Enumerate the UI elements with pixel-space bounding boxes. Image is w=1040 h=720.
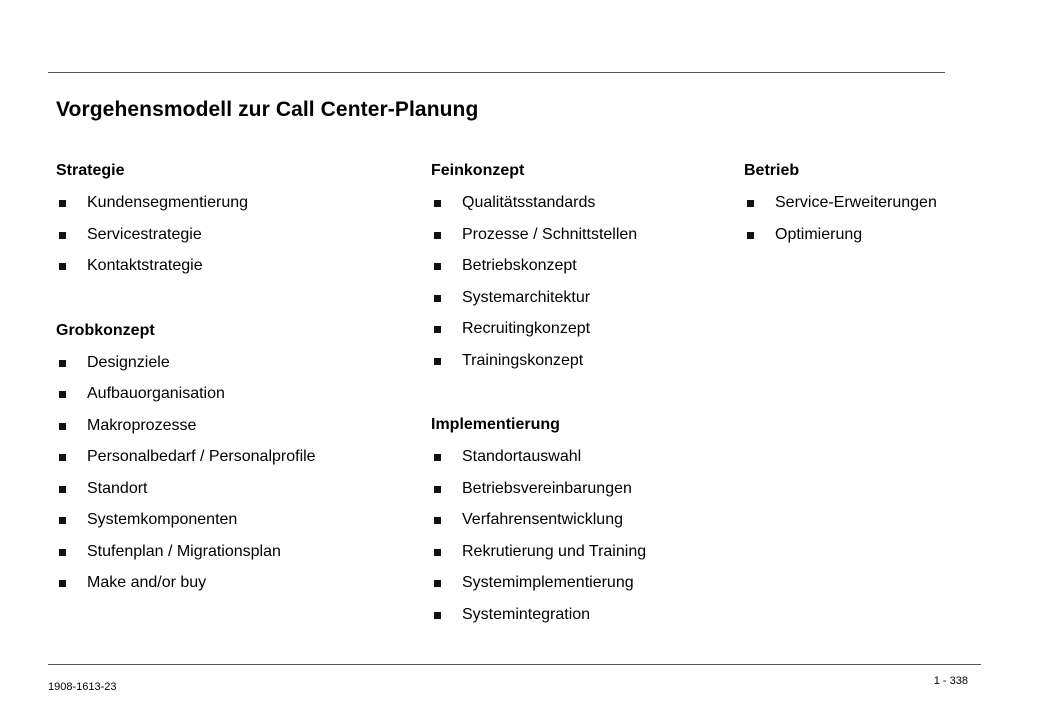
list-item-label: Systemintegration [462,605,591,623]
section-strategie [56,160,316,287]
list-item [56,446,316,478]
list-item [431,604,646,636]
square-bullet-icon [59,200,66,207]
list-item-label: Kontaktstrategie [87,257,203,274]
list-item [56,255,316,287]
list-item-label: Standort [87,479,148,497]
section-heading: Feinkonzept [431,162,525,179]
page-title: Vorgehensmodell zur Call Center-Planung [56,98,479,121]
square-bullet-icon [434,200,441,207]
section-heading: Strategie [56,162,125,179]
bullet-list [744,192,937,255]
list-item-label: Trainingskonzept [462,351,584,369]
list-item [431,287,646,319]
section-betrieb [744,160,937,255]
bullet-list [431,446,646,635]
square-bullet-icon [59,580,66,587]
list-item [56,541,316,573]
list-item-label: Rekrutierung und Training [462,542,647,560]
list-item-label: Stufenplan / Migrationsplan [87,542,281,560]
list-item [431,350,646,382]
top-divider [48,72,945,73]
square-bullet-icon [434,549,441,556]
square-bullet-icon [434,517,441,524]
list-item-label: Prozesse / Schnittstellen [462,225,638,243]
list-item-label: Betriebskonzept [462,257,577,274]
page-number: 1 - 338 [933,675,968,687]
bullet-list [56,352,316,604]
square-bullet-icon [59,391,66,398]
document-id: 1908-1613-23 [48,681,117,693]
list-item-label: Aufbauorganisation [87,385,225,402]
column-3 [744,160,937,255]
square-bullet-icon [59,232,66,239]
list-item [431,478,646,510]
column-1 [56,160,316,604]
square-bullet-icon [434,326,441,333]
list-item-label: Service-Erweiterungen [775,194,937,211]
list-item [56,224,316,256]
square-bullet-icon [59,423,66,430]
list-item [56,572,316,604]
square-bullet-icon [434,232,441,239]
list-item-label: Servicestrategie [87,225,202,243]
square-bullet-icon [59,263,66,270]
list-item [431,541,646,573]
list-item [431,224,646,256]
list-item [56,509,316,541]
list-item [431,192,646,224]
list-item-label: Verfahrensentwicklung [462,511,623,528]
list-item [431,446,646,478]
list-item-label: Systemimplementierung [462,574,634,591]
square-bullet-icon [747,232,754,239]
list-item [56,383,316,415]
square-bullet-icon [434,263,441,270]
section-feinkonzept [431,160,646,381]
square-bullet-icon [434,358,441,365]
list-item [431,572,646,604]
section-heading: Betrieb [744,162,800,179]
list-item-label: Designziele [87,353,170,371]
list-item [56,352,316,384]
list-item [744,224,937,256]
square-bullet-icon [59,454,66,461]
list-item-label: Standortauswahl [462,448,582,465]
square-bullet-icon [434,295,441,302]
square-bullet-icon [59,517,66,524]
section-grobkonzept [56,320,316,604]
square-bullet-icon [434,612,441,619]
column-2 [431,160,646,635]
list-item [431,318,646,350]
section-heading: Grobkonzept [56,321,155,339]
section-implementierung [431,414,646,635]
list-item [744,192,937,224]
list-item-label: Betriebsvereinbarungen [462,479,632,497]
square-bullet-icon [434,486,441,493]
bottom-divider [48,664,981,665]
bullet-list [56,192,316,287]
square-bullet-icon [434,580,441,587]
bullet-list [431,192,646,381]
square-bullet-icon [59,360,66,367]
list-item [431,255,646,287]
list-item-label: Recruitingkonzept [462,320,591,337]
list-item-label: Optimierung [775,225,863,243]
list-item [56,192,316,224]
square-bullet-icon [59,549,66,556]
list-item [56,415,316,447]
list-item-label: Make and/or buy [87,574,207,591]
list-item-label: Qualitätsstandards [462,194,596,211]
list-item [56,478,316,510]
list-item-label: Personalbedarf / Personalprofile [87,448,316,465]
square-bullet-icon [59,486,66,493]
section-heading: Implementierung [431,416,560,433]
square-bullet-icon [747,200,754,207]
square-bullet-icon [434,454,441,461]
list-item-label: Systemarchitektur [462,288,591,306]
list-item-label: Kundensegmentierung [87,194,249,211]
list-item-label: Makroprozesse [87,416,197,434]
list-item-label: Systemkomponenten [87,511,238,528]
list-item [431,509,646,541]
